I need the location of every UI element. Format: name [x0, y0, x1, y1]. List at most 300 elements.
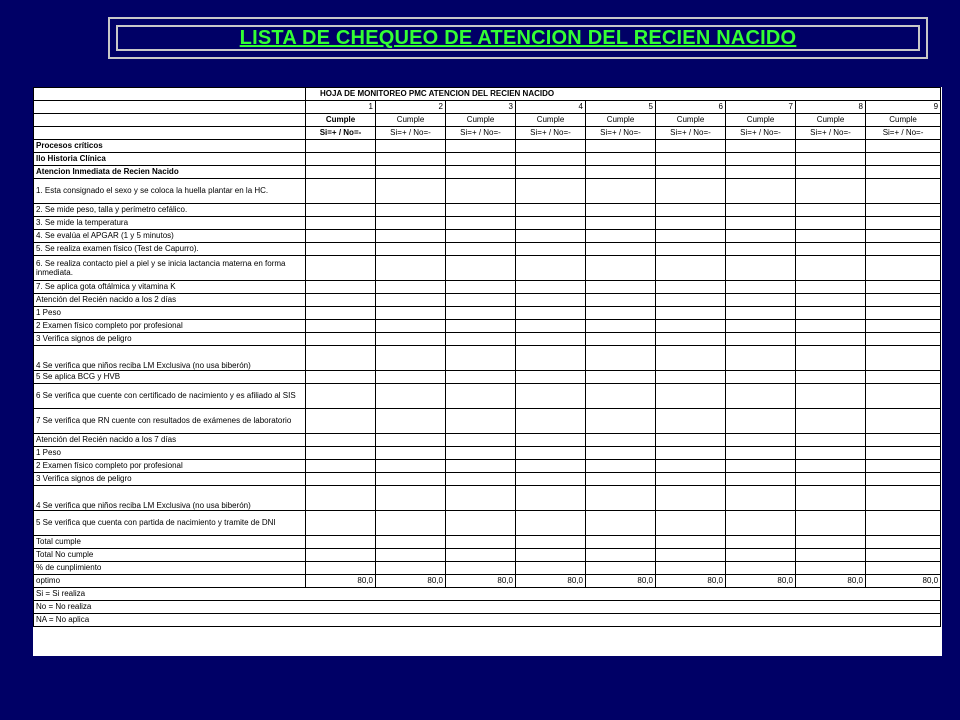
check-cell[interactable]: [796, 434, 866, 447]
check-cell[interactable]: [726, 346, 796, 371]
check-cell[interactable]: [516, 384, 586, 409]
check-cell[interactable]: [376, 333, 446, 346]
check-cell[interactable]: [726, 333, 796, 346]
check-cell[interactable]: [446, 166, 516, 179]
check-cell[interactable]: [866, 434, 941, 447]
column-number: 6: [656, 101, 726, 114]
process-label: Procesos críticos: [34, 140, 306, 153]
sino-header: Si=+ / No=-: [656, 127, 726, 140]
cumple-header: Cumple: [306, 114, 376, 127]
check-cell[interactable]: [376, 486, 446, 511]
check-cell[interactable]: [516, 511, 586, 536]
process-label: 5. Se realiza examen físico (Test de Capurro).: [34, 243, 306, 256]
check-cell[interactable]: [376, 320, 446, 333]
check-cell[interactable]: [796, 243, 866, 256]
check-cell[interactable]: [586, 243, 656, 256]
check-cell[interactable]: [446, 409, 516, 434]
check-cell[interactable]: [306, 230, 376, 243]
check-cell[interactable]: [586, 549, 656, 562]
process-label: 7. Se aplica gota oftálmica y vitamina K: [34, 281, 306, 294]
check-cell[interactable]: [516, 256, 586, 281]
check-cell[interactable]: [446, 294, 516, 307]
check-cell[interactable]: [446, 140, 516, 153]
process-label: Ilo Historia Clínica: [34, 153, 306, 166]
sheet-heading: HOJA DE MONITOREO PMC ATENCION DEL RECIEN NACIDO: [306, 88, 941, 101]
check-cell[interactable]: [866, 549, 941, 562]
check-cell[interactable]: [446, 460, 516, 473]
check-cell[interactable]: [726, 294, 796, 307]
process-label: 1. Esta consignado el sexo y se coloca la huella plantar en la HC.: [34, 179, 306, 204]
check-cell[interactable]: [516, 562, 586, 575]
check-cell[interactable]: [446, 153, 516, 166]
check-cell[interactable]: [376, 371, 446, 384]
check-cell[interactable]: [306, 179, 376, 204]
check-cell[interactable]: [446, 307, 516, 320]
check-cell[interactable]: [306, 549, 376, 562]
check-cell[interactable]: [656, 140, 726, 153]
check-cell[interactable]: [586, 536, 656, 549]
number-row-spacer: [34, 101, 306, 114]
check-cell[interactable]: [376, 140, 446, 153]
check-cell[interactable]: [656, 460, 726, 473]
check-cell[interactable]: [726, 243, 796, 256]
check-cell[interactable]: [866, 294, 941, 307]
check-cell[interactable]: [516, 320, 586, 333]
column-number: 2: [376, 101, 446, 114]
check-cell[interactable]: [306, 409, 376, 434]
optimo-value: 80,0: [796, 575, 866, 588]
check-cell[interactable]: [376, 204, 446, 217]
check-cell[interactable]: [866, 166, 941, 179]
check-cell[interactable]: [586, 140, 656, 153]
check-cell[interactable]: [446, 256, 516, 281]
check-cell[interactable]: [796, 562, 866, 575]
check-cell[interactable]: [726, 409, 796, 434]
check-cell[interactable]: [726, 562, 796, 575]
check-cell[interactable]: [306, 294, 376, 307]
check-cell[interactable]: [796, 166, 866, 179]
check-cell[interactable]: [726, 281, 796, 294]
check-cell[interactable]: [376, 511, 446, 536]
check-cell[interactable]: [796, 486, 866, 511]
check-cell[interactable]: [796, 460, 866, 473]
check-cell[interactable]: [796, 320, 866, 333]
check-cell[interactable]: [586, 294, 656, 307]
monitoring-sheet: [33, 87, 942, 656]
check-cell[interactable]: [446, 179, 516, 204]
check-cell[interactable]: [656, 307, 726, 320]
check-cell[interactable]: [656, 281, 726, 294]
check-cell[interactable]: [656, 384, 726, 409]
check-cell[interactable]: [306, 473, 376, 486]
check-cell[interactable]: [866, 486, 941, 511]
process-label: 5 Se aplica BCG y HVB: [34, 371, 306, 384]
check-cell[interactable]: [586, 434, 656, 447]
check-cell[interactable]: [516, 217, 586, 230]
check-cell[interactable]: [586, 307, 656, 320]
page-title: LISTA DE CHEQUEO DE ATENCION DEL RECIEN NACIDO: [239, 26, 797, 49]
process-label: 4 Se verifica que niños reciba LM Exclusiva (no usa biberón): [34, 346, 306, 371]
sino-header: Si=+ / No=-: [446, 127, 516, 140]
check-cell[interactable]: [586, 409, 656, 434]
check-cell[interactable]: [726, 256, 796, 281]
check-cell[interactable]: [656, 179, 726, 204]
column-number: 1: [306, 101, 376, 114]
sino-row-spacer: [34, 127, 306, 140]
check-cell[interactable]: [726, 204, 796, 217]
cumple-row-spacer: [34, 114, 306, 127]
check-cell[interactable]: [376, 256, 446, 281]
check-cell[interactable]: [656, 153, 726, 166]
check-cell[interactable]: [446, 549, 516, 562]
check-cell[interactable]: [586, 346, 656, 371]
check-cell[interactable]: [586, 486, 656, 511]
check-cell[interactable]: [656, 230, 726, 243]
check-cell[interactable]: [446, 230, 516, 243]
check-cell[interactable]: [516, 281, 586, 294]
check-cell[interactable]: [656, 562, 726, 575]
check-cell[interactable]: [656, 549, 726, 562]
check-cell[interactable]: [376, 562, 446, 575]
column-number: 9: [866, 101, 941, 114]
check-cell[interactable]: [726, 230, 796, 243]
cumple-header: Cumple: [516, 114, 586, 127]
check-cell[interactable]: [446, 511, 516, 536]
check-cell[interactable]: [306, 320, 376, 333]
check-cell[interactable]: [516, 333, 586, 346]
check-cell[interactable]: [586, 384, 656, 409]
process-label: Total No cumple: [34, 549, 306, 562]
check-cell[interactable]: [866, 536, 941, 549]
check-cell[interactable]: [656, 511, 726, 536]
check-cell[interactable]: [376, 307, 446, 320]
check-cell[interactable]: [866, 140, 941, 153]
check-cell[interactable]: [446, 281, 516, 294]
optimo-value: 80,0: [306, 575, 376, 588]
optimo-value: 80,0: [866, 575, 941, 588]
check-cell[interactable]: [306, 536, 376, 549]
process-label: 5 Se verifica que cuenta con partida de nacimiento y tramite de DNI: [34, 511, 306, 536]
check-cell[interactable]: [796, 294, 866, 307]
check-cell[interactable]: [586, 511, 656, 536]
check-cell[interactable]: [586, 204, 656, 217]
check-cell[interactable]: [516, 460, 586, 473]
check-cell[interactable]: [866, 230, 941, 243]
check-cell[interactable]: [306, 384, 376, 409]
check-cell[interactable]: [796, 281, 866, 294]
check-cell[interactable]: [376, 230, 446, 243]
check-cell[interactable]: [516, 536, 586, 549]
check-cell[interactable]: [586, 256, 656, 281]
optimo-value: 80,0: [446, 575, 516, 588]
check-cell[interactable]: [726, 307, 796, 320]
process-label: 6 Se verifica que cuente con certificado de nacimiento y es afiliado al SIS: [34, 384, 306, 409]
check-cell[interactable]: [586, 320, 656, 333]
check-cell[interactable]: [376, 346, 446, 371]
process-label: 2 Examen físico completo por profesional: [34, 460, 306, 473]
check-cell[interactable]: [586, 281, 656, 294]
check-cell[interactable]: [516, 434, 586, 447]
check-cell[interactable]: [516, 140, 586, 153]
check-cell[interactable]: [446, 204, 516, 217]
check-cell[interactable]: [446, 384, 516, 409]
check-cell[interactable]: [446, 371, 516, 384]
check-cell[interactable]: [656, 371, 726, 384]
optimo-label: optimo: [34, 575, 306, 588]
check-cell[interactable]: [586, 230, 656, 243]
check-cell[interactable]: [516, 473, 586, 486]
check-cell[interactable]: [586, 460, 656, 473]
check-cell[interactable]: [656, 434, 726, 447]
check-cell[interactable]: [446, 434, 516, 447]
check-cell[interactable]: [656, 333, 726, 346]
check-cell[interactable]: [306, 511, 376, 536]
check-cell[interactable]: [656, 166, 726, 179]
check-cell[interactable]: [656, 346, 726, 371]
check-cell[interactable]: [656, 294, 726, 307]
legend-item: Si = Si realiza: [34, 588, 941, 601]
check-cell[interactable]: [306, 562, 376, 575]
check-cell[interactable]: [306, 371, 376, 384]
check-cell[interactable]: [586, 153, 656, 166]
check-cell[interactable]: [306, 346, 376, 371]
sino-header: Si=+ / No=-: [866, 127, 941, 140]
check-cell[interactable]: [446, 217, 516, 230]
optimo-value: 80,0: [376, 575, 446, 588]
check-cell[interactable]: [516, 204, 586, 217]
check-cell[interactable]: [726, 447, 796, 460]
check-cell[interactable]: [726, 473, 796, 486]
check-cell[interactable]: [376, 473, 446, 486]
check-cell[interactable]: [866, 447, 941, 460]
check-cell[interactable]: [656, 447, 726, 460]
check-cell[interactable]: [446, 320, 516, 333]
sino-header: Si=+ / No=-: [376, 127, 446, 140]
check-cell[interactable]: [516, 230, 586, 243]
check-cell[interactable]: [796, 204, 866, 217]
process-label: Atención del Recién nacido a los 7 días: [34, 434, 306, 447]
check-cell[interactable]: [726, 536, 796, 549]
process-label: 4. Se evalúa el APGAR (1 y 5 minutos): [34, 230, 306, 243]
cumple-header: Cumple: [586, 114, 656, 127]
check-cell[interactable]: [376, 384, 446, 409]
check-cell[interactable]: [446, 243, 516, 256]
check-cell[interactable]: [726, 549, 796, 562]
legend-item: NA = No aplica: [34, 614, 941, 627]
check-cell[interactable]: [656, 256, 726, 281]
check-cell[interactable]: [656, 320, 726, 333]
sino-header: Si=+ / No=-: [516, 127, 586, 140]
check-cell[interactable]: [796, 511, 866, 536]
check-cell[interactable]: [516, 409, 586, 434]
check-cell[interactable]: [516, 243, 586, 256]
process-label: % de cunplimiento: [34, 562, 306, 575]
check-cell[interactable]: [796, 549, 866, 562]
process-label: 3. Se mide la temperatura: [34, 217, 306, 230]
check-cell[interactable]: [866, 371, 941, 384]
check-cell[interactable]: [306, 460, 376, 473]
check-cell[interactable]: [586, 217, 656, 230]
check-cell[interactable]: [376, 281, 446, 294]
check-cell[interactable]: [306, 333, 376, 346]
check-cell[interactable]: [866, 204, 941, 217]
process-label: 4 Se verifica que niños reciba LM Exclusiva (no usa biberón): [34, 486, 306, 511]
check-cell[interactable]: [516, 371, 586, 384]
check-cell[interactable]: [866, 320, 941, 333]
check-cell[interactable]: [516, 294, 586, 307]
check-cell[interactable]: [726, 486, 796, 511]
check-cell[interactable]: [796, 307, 866, 320]
sino-header: Si=+ / No=-: [796, 127, 866, 140]
check-cell[interactable]: [446, 562, 516, 575]
check-cell[interactable]: [656, 204, 726, 217]
check-cell[interactable]: [376, 217, 446, 230]
cumple-header: Cumple: [376, 114, 446, 127]
check-cell[interactable]: [586, 473, 656, 486]
check-cell[interactable]: [866, 281, 941, 294]
check-cell[interactable]: [446, 346, 516, 371]
check-cell[interactable]: [376, 434, 446, 447]
check-cell[interactable]: [866, 256, 941, 281]
check-cell[interactable]: [446, 486, 516, 511]
check-cell[interactable]: [656, 409, 726, 434]
check-cell[interactable]: [306, 166, 376, 179]
check-cell[interactable]: [306, 243, 376, 256]
check-cell[interactable]: [516, 307, 586, 320]
check-cell[interactable]: [726, 384, 796, 409]
check-cell[interactable]: [446, 536, 516, 549]
check-cell[interactable]: [306, 204, 376, 217]
check-cell[interactable]: [796, 140, 866, 153]
check-cell[interactable]: [866, 179, 941, 204]
check-cell[interactable]: [656, 473, 726, 486]
check-cell[interactable]: [446, 333, 516, 346]
check-cell[interactable]: [376, 294, 446, 307]
check-cell[interactable]: [516, 486, 586, 511]
check-cell[interactable]: [866, 511, 941, 536]
check-cell[interactable]: [586, 562, 656, 575]
check-cell[interactable]: [866, 333, 941, 346]
cumple-header: Cumple: [656, 114, 726, 127]
cumple-header: Cumple: [866, 114, 941, 127]
check-cell[interactable]: [866, 346, 941, 371]
check-cell[interactable]: [796, 153, 866, 166]
check-cell[interactable]: [586, 179, 656, 204]
check-cell[interactable]: [376, 409, 446, 434]
check-cell[interactable]: [376, 549, 446, 562]
check-cell[interactable]: [796, 447, 866, 460]
sino-header: Si=+ / No=-: [306, 127, 376, 140]
check-cell[interactable]: [306, 307, 376, 320]
check-cell[interactable]: [726, 153, 796, 166]
check-cell[interactable]: [796, 346, 866, 371]
check-cell[interactable]: [796, 179, 866, 204]
check-cell[interactable]: [306, 140, 376, 153]
check-cell[interactable]: [376, 243, 446, 256]
check-cell[interactable]: [376, 166, 446, 179]
check-cell[interactable]: [866, 562, 941, 575]
check-cell[interactable]: [376, 460, 446, 473]
check-cell[interactable]: [516, 153, 586, 166]
check-cell[interactable]: [796, 536, 866, 549]
check-cell[interactable]: [726, 371, 796, 384]
check-cell[interactable]: [656, 536, 726, 549]
check-cell[interactable]: [306, 486, 376, 511]
optimo-value: 80,0: [516, 575, 586, 588]
check-cell[interactable]: [306, 434, 376, 447]
check-cell[interactable]: [796, 371, 866, 384]
check-cell[interactable]: [726, 217, 796, 230]
check-cell[interactable]: [866, 153, 941, 166]
optimo-value: 80,0: [586, 575, 656, 588]
check-cell[interactable]: [726, 434, 796, 447]
check-cell[interactable]: [446, 447, 516, 460]
column-number: 5: [586, 101, 656, 114]
process-label: 1 Peso: [34, 307, 306, 320]
check-cell[interactable]: [796, 230, 866, 243]
check-cell[interactable]: [516, 346, 586, 371]
check-cell[interactable]: [586, 447, 656, 460]
cumple-header: Cumple: [726, 114, 796, 127]
check-cell[interactable]: [446, 473, 516, 486]
check-cell[interactable]: [306, 447, 376, 460]
check-cell[interactable]: [866, 217, 941, 230]
check-cell[interactable]: [796, 217, 866, 230]
check-cell[interactable]: [726, 179, 796, 204]
check-cell[interactable]: [726, 320, 796, 333]
check-cell[interactable]: [866, 384, 941, 409]
check-cell[interactable]: [656, 243, 726, 256]
check-cell[interactable]: [376, 153, 446, 166]
check-cell[interactable]: [796, 333, 866, 346]
check-cell[interactable]: [306, 153, 376, 166]
check-cell[interactable]: [586, 333, 656, 346]
check-cell[interactable]: [656, 217, 726, 230]
check-cell[interactable]: [516, 166, 586, 179]
cumple-header: Cumple: [796, 114, 866, 127]
check-cell[interactable]: [306, 217, 376, 230]
process-label: Atención del Recién nacido a los 2 días: [34, 294, 306, 307]
check-cell[interactable]: [376, 536, 446, 549]
check-cell[interactable]: [726, 140, 796, 153]
check-cell[interactable]: [586, 371, 656, 384]
check-cell[interactable]: [796, 409, 866, 434]
check-cell[interactable]: [516, 179, 586, 204]
check-cell[interactable]: [726, 460, 796, 473]
check-cell[interactable]: [866, 409, 941, 434]
check-cell[interactable]: [866, 473, 941, 486]
check-cell[interactable]: [656, 486, 726, 511]
check-cell[interactable]: [866, 460, 941, 473]
check-cell[interactable]: [306, 256, 376, 281]
check-cell[interactable]: [586, 166, 656, 179]
title-banner: [108, 17, 928, 59]
check-cell[interactable]: [516, 447, 586, 460]
check-cell[interactable]: [866, 307, 941, 320]
check-cell[interactable]: [796, 384, 866, 409]
check-cell[interactable]: [306, 281, 376, 294]
check-cell[interactable]: [796, 256, 866, 281]
check-cell[interactable]: [516, 549, 586, 562]
check-cell[interactable]: [726, 511, 796, 536]
check-cell[interactable]: [376, 179, 446, 204]
check-cell[interactable]: [866, 243, 941, 256]
check-cell[interactable]: [726, 166, 796, 179]
check-cell[interactable]: [796, 473, 866, 486]
check-cell[interactable]: [376, 447, 446, 460]
process-label: 3 Verifica signos de peligro: [34, 333, 306, 346]
process-label: 7 Se verifica que RN cuente con resultados de exámenes de laboratorio: [34, 409, 306, 434]
